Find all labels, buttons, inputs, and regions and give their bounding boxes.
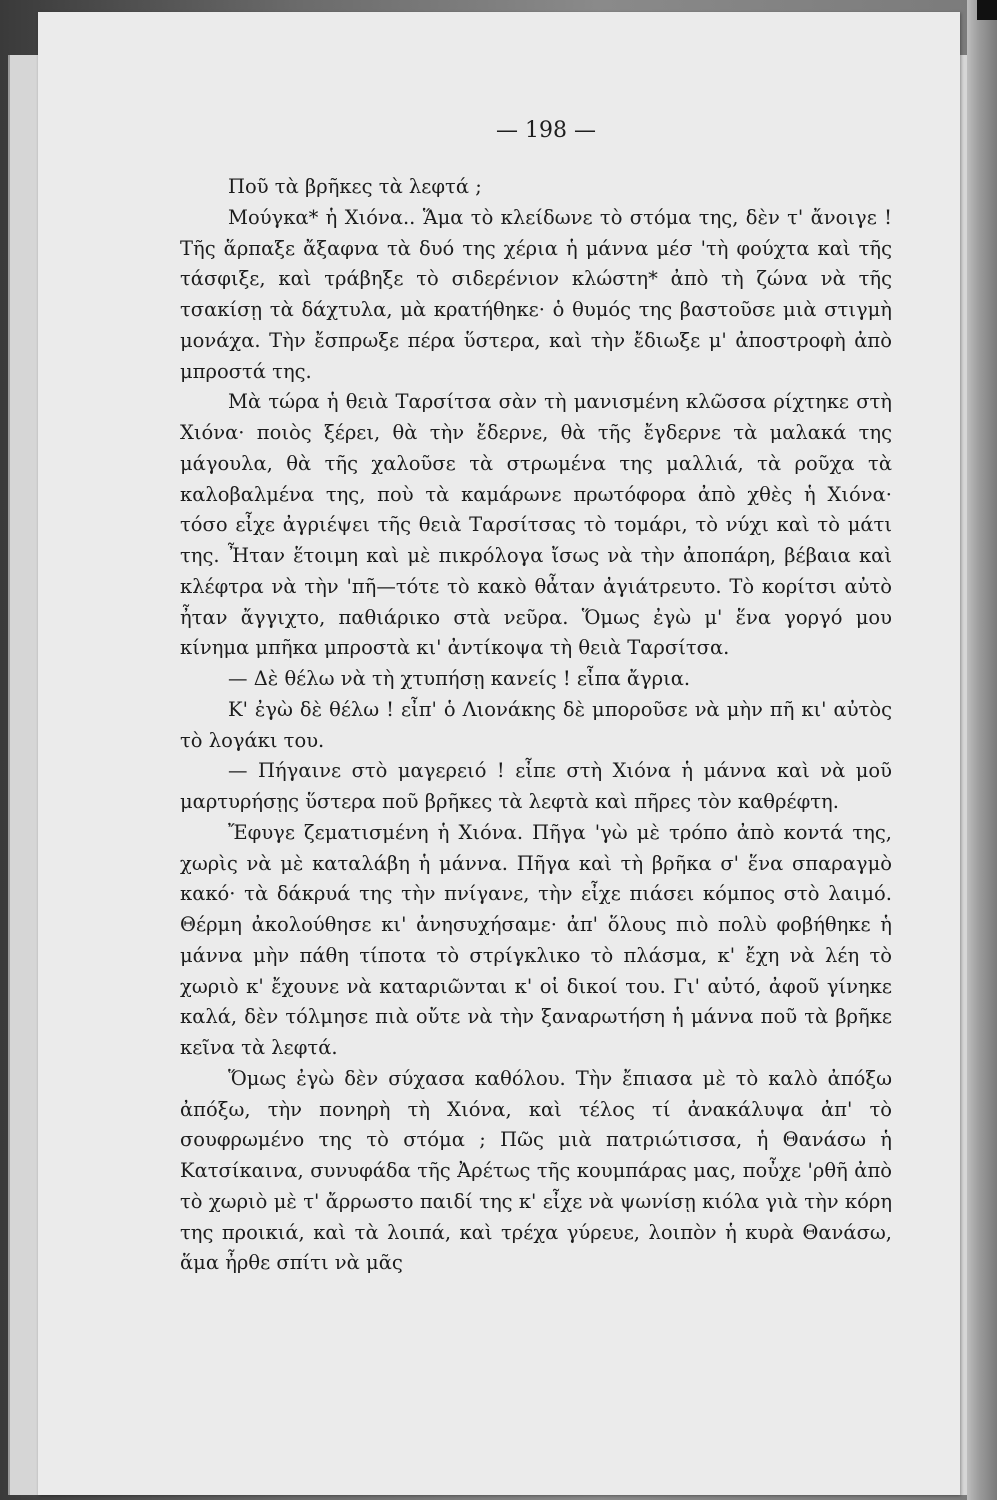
- paragraph: Μούγκα* ἡ Χιόνα.. Ἅμα τὸ κλείδωνε τὸ στόμα της, δὲν τ' ἄνοιγε ! Τῆς ἅρπαξε ἄξαφνα τὰ δυό της χέρια ἡ μάννα μέσ 'τὴ φούχτα καὶ τῆς τάσφιξε, καὶ τράβηξε τὸ σιδερένιον κλώστη* ἀπὸ τὴ ζώνα νὰ τῆς τσακίσῃ τὰ δάχτυλα, μὰ κρατήθηκε· ὁ θυμός της βαστοῦσε μιὰ στιγμὴ μονάχα. Τὴν ἔσπρωξε πέρα ὕστερα, καὶ τὴν ἔδιωξε μ' ἀποστροφὴ ἀπὸ μπροστά της.: [180, 205, 892, 383]
- body-text: [180, 172, 892, 1279]
- paragraph: Κ' ἐγὼ δὲ θέλω ! εἶπ' ὁ Λιονάκης δὲ μποροῦσε νὰ μὴν πῆ κι' αὐτὸς τὸ λογάκι του.: [180, 697, 892, 752]
- paragraph: — Πήγαινε στὸ μαγερειό ! εἶπε στὴ Χιόνα ἡ μάννα καὶ νὰ μοῦ μαρτυρήσῃς ὕστερα ποῦ βρῆκες τὰ λεφτὰ καὶ πῆρες τὸν καθρέφτη.: [180, 759, 892, 813]
- scan-right-edge: [967, 0, 997, 1500]
- page-number: — 198 —: [496, 118, 596, 143]
- scan-corner-mark: [977, 0, 997, 20]
- paragraph: Μὰ τώρα ἡ θειὰ Ταρσίτσα σὰν τὴ μανισμένη κλῶσσα ρίχτηκε στὴ Χιόνα· ποιὸς ξέρει, θὰ τὴν ἔδερνε, θὰ τῆς ἔγδερνε τὰ μαλακά της μάγουλα, θὰ τῆς χαλοῦσε τὰ στρωμένα της μαλλιά, τὰ ροῦχα τὰ καλοβαλμένα της, ποὺ τὰ καμάρωνε πρωτόφορα ἀπὸ χθὲς ἡ Χιόνα· τόσο εἶχε ἀγριέψει τῆς θειὰ Ταρσίτσας τὸ τομάρι, τὸ νύχι καὶ τὸ μάτι της. Ἦταν ἕτοιμη καὶ μὲ πικρόλογα ἴσως νὰ τὴν ἀποπάρη, βέβαια καὶ κλέφτρα νὰ τὴν 'πῆ—τότε τὸ κακὸ θἆταν ἀγιάτρευτο. Τὸ κορίτσι αὐτὸ ἦταν ἄγγιχτο, παθιάρικο στὰ νεῦρα. Ὅμως ἐγὼ μ' ἕνα γοργό μου κίνημα μπῆκα μπροστὰ κι' ἀντίκοψα τὴ θειὰ Ταρσίτσα.: [180, 390, 892, 660]
- paragraph: Ὅμως ἐγὼ δὲν σύχασα καθόλου. Τὴν ἔπιασα μὲ τὸ καλὸ ἀπόξω ἀπόξω, τὴν πονηρὴ τὴ Χιόνα, καὶ τέλος τί ἀνακάλυψα ἀπ' τὸ σουφρωμένο της τὸ στόμα ; Πῶς μιὰ πατριώτισσα, ἡ Θανάσω ἡ Κατσίκαινα, συνυφάδα τῆς Ἀρέτως τῆς κουμπάρας μας, ποὖχε 'ρθῆ ἀπὸ τὸ χωριὸ μὲ τ' ἄρρωστο παιδί της κ' εἶχε νὰ ψωνίσῃ κιόλα γιὰ τὴν κόρη της προικιά, καὶ τὰ λοιπά, καὶ τρέχα γύρευε, λοιπὸν ἡ κυρὰ Θανάσω, ἅμα ἦρθε σπίτι νὰ μᾶς: [180, 1066, 892, 1275]
- paragraph: — Δὲ θέλω νὰ τὴ χτυπήσῃ κανείς ! εἶπα ἄγρια.: [228, 667, 691, 690]
- paragraph: Ἔφυγε ζεματισμένη ἡ Χιόνα. Πῆγα 'γὼ μὲ τρόπο ἀπὸ κοντά της, χωρὶς νὰ μὲ καταλάβη ἡ μάννα. Πῆγα καὶ τὴ βρῆκα σ' ἕνα σπαραγμὸ κακό· τὰ δάκρυά της τὴν πνίγανε, τὴν εἶχε πιάσει κόμπος στὸ λαιμό. Θέρμη ἀκολούθησε κι' ἀνησυχήσαμε· ἀπ' ὅλους πιὸ πολὺ φοβήθηκε ἡ μάννα μὴν πάθη τίποτα τὸ στρίγκλικο τὸ πλάσμα, κ' ἔχη νὰ λέη τὸ χωριὸ κ' ἔχουνε νὰ καταριῶνται κ' οἱ δικοί του. Γι' αὐτό, ἀφοῦ γίνηκε καλά, δὲν τόλμησε πιὰ οὔτε νὰ τὴν ξαναρωτήση ἡ μάννα ποῦ τὰ βρῆκε κεῖνα τὰ λεφτά.: [180, 820, 892, 1059]
- paragraph: Ποῦ τὰ βρῆκες τὰ λεφτά ;: [228, 175, 482, 198]
